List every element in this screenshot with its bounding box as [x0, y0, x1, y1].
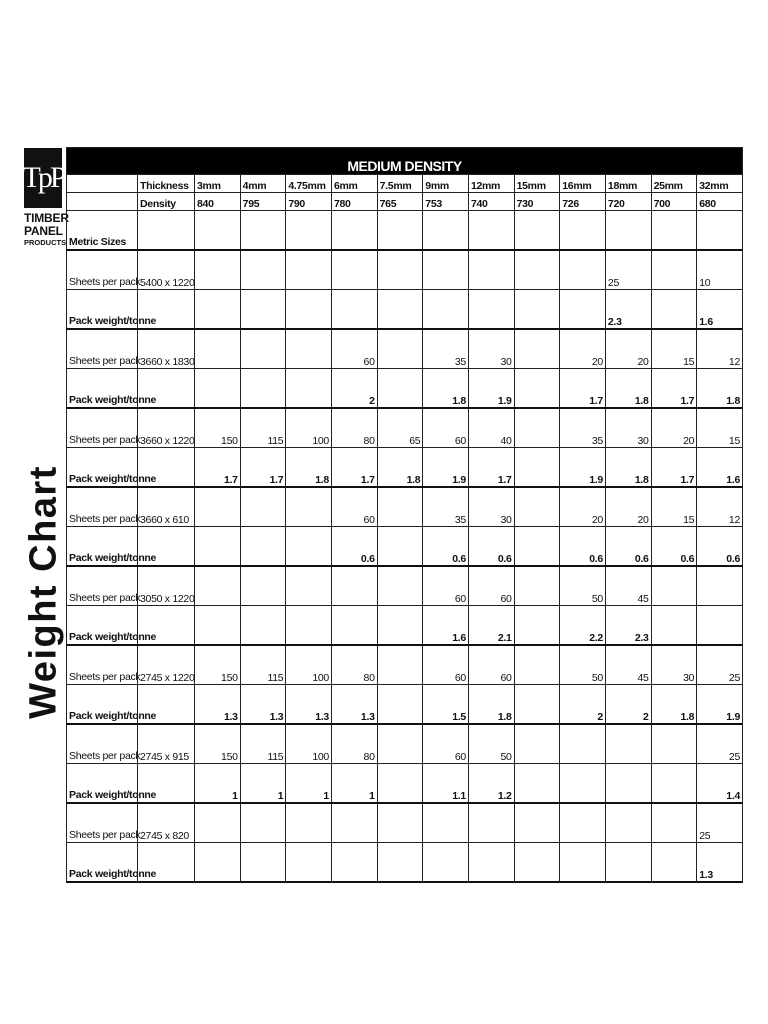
pack-weight-value	[560, 843, 606, 883]
blank-cell	[514, 211, 560, 251]
sheets-count: 150	[195, 645, 241, 685]
sheets-count	[240, 803, 286, 843]
sheets-count: 20	[560, 329, 606, 369]
pack-weight-label: Pack weight/tonne	[67, 685, 138, 725]
sheets-count	[195, 250, 241, 290]
sheets-count: 60	[331, 487, 377, 527]
pack-weight-value: 1.8	[697, 369, 743, 409]
density-value: 700	[651, 193, 697, 211]
pack-weight-value: 1.8	[468, 685, 514, 725]
pack-weight-value: 1.8	[605, 448, 651, 488]
sheets-count: 20	[560, 487, 606, 527]
sheets-count: 45	[605, 566, 651, 606]
sheets-per-pack-row	[67, 487, 743, 527]
pack-weight-value	[331, 290, 377, 330]
sheets-count	[514, 487, 560, 527]
side-title: Weight Chart	[22, 465, 65, 719]
sheets-count: 15	[651, 329, 697, 369]
pack-weight-value	[286, 369, 332, 409]
pack-weight-value: 1.3	[697, 843, 743, 883]
pack-weight-value	[605, 764, 651, 804]
sheets-per-pack-row	[67, 408, 743, 448]
logo-line-timber: TIMBER	[24, 211, 69, 225]
sheets-count: 60	[468, 566, 514, 606]
pack-weight-value: 1.7	[240, 448, 286, 488]
pack-weight-value: 0.6	[560, 527, 606, 567]
sheets-count: 115	[240, 645, 286, 685]
sheets-count	[377, 487, 423, 527]
sheets-count: 45	[605, 645, 651, 685]
pack-weight-value: 2.3	[605, 606, 651, 646]
pack-weight-value: 1.3	[331, 685, 377, 725]
blank-cell	[195, 211, 241, 251]
pack-weight-value	[514, 764, 560, 804]
sheets-count	[240, 487, 286, 527]
table-body	[67, 148, 743, 883]
sheets-count	[240, 250, 286, 290]
sheets-count	[651, 566, 697, 606]
sheets-count	[651, 803, 697, 843]
pack-weight-value: 1	[331, 764, 377, 804]
pack-weight-value: 2	[560, 685, 606, 725]
thickness-value: 15mm	[514, 175, 560, 193]
pack-weight-value: 1	[286, 764, 332, 804]
sheets-count	[286, 487, 332, 527]
sheets-per-pack-row	[67, 566, 743, 606]
sheets-count: 115	[240, 408, 286, 448]
pack-weight-value: 2.2	[560, 606, 606, 646]
sheet-size: 3050 x 1220	[138, 566, 195, 606]
pack-weight-value: 1.9	[423, 448, 469, 488]
pack-weight-value	[468, 290, 514, 330]
pack-weight-value	[195, 606, 241, 646]
pack-weight-value	[423, 290, 469, 330]
pack-weight-value: 0.6	[468, 527, 514, 567]
density-value: 790	[286, 193, 332, 211]
blank-cell	[67, 175, 138, 193]
thickness-value: 18mm	[605, 175, 651, 193]
density-row	[67, 193, 743, 211]
logo-wordmark	[24, 211, 69, 247]
sheets-count	[423, 250, 469, 290]
thickness-value: 4mm	[240, 175, 286, 193]
sheets-count	[377, 250, 423, 290]
pack-weight-value	[468, 843, 514, 883]
sheets-count: 150	[195, 408, 241, 448]
sheets-count	[240, 566, 286, 606]
sheets-count	[195, 329, 241, 369]
sheets-count	[423, 803, 469, 843]
sheets-count: 50	[468, 724, 514, 764]
pack-weight-row	[67, 369, 743, 409]
pack-weight-value	[286, 290, 332, 330]
sheets-count	[514, 724, 560, 764]
blank-cell	[286, 211, 332, 251]
pack-weight-value: 0.6	[423, 527, 469, 567]
density-value: 840	[195, 193, 241, 211]
pack-weight-value	[514, 527, 560, 567]
pack-weight-value	[286, 606, 332, 646]
pack-weight-value	[651, 290, 697, 330]
pack-weight-value	[195, 843, 241, 883]
pack-weight-value: 1.8	[605, 369, 651, 409]
sheets-count	[195, 566, 241, 606]
pack-weight-value: 1.4	[697, 764, 743, 804]
sheets-count	[331, 803, 377, 843]
thickness-value: 3mm	[195, 175, 241, 193]
sheets-count	[605, 724, 651, 764]
pack-weight-label: Pack weight/tonne	[67, 369, 138, 409]
sheets-count: 60	[423, 645, 469, 685]
sheets-count: 20	[605, 329, 651, 369]
pack-weight-value: 2	[605, 685, 651, 725]
pack-weight-value	[331, 606, 377, 646]
pack-weight-value: 0.6	[605, 527, 651, 567]
sheets-per-pack-label: Sheets per pack	[67, 566, 138, 606]
pack-weight-value	[377, 843, 423, 883]
sheets-count: 50	[560, 645, 606, 685]
sheet-size: 3660 x 1830	[138, 329, 195, 369]
pack-weight-value	[514, 606, 560, 646]
pack-weight-value	[377, 685, 423, 725]
density-value: 720	[605, 193, 651, 211]
blank-cell	[468, 211, 514, 251]
pack-weight-value	[651, 843, 697, 883]
sheets-count	[605, 803, 651, 843]
sheets-per-pack-label: Sheets per pack	[67, 329, 138, 369]
pack-weight-value	[605, 843, 651, 883]
pack-weight-value	[514, 448, 560, 488]
density-value: 730	[514, 193, 560, 211]
sheets-count: 80	[331, 408, 377, 448]
pack-weight-value: 2.3	[605, 290, 651, 330]
sheets-count	[514, 803, 560, 843]
sheets-per-pack-label: Sheets per pack	[67, 645, 138, 685]
blank-cell	[67, 193, 138, 211]
sheets-count: 150	[195, 724, 241, 764]
metric-sizes-row	[67, 211, 743, 251]
sheets-count: 12	[697, 329, 743, 369]
pack-weight-value: 1.8	[377, 448, 423, 488]
pack-weight-row	[67, 843, 743, 883]
sheets-count	[195, 803, 241, 843]
pack-weight-value: 1.8	[423, 369, 469, 409]
sheets-count	[240, 329, 286, 369]
sheets-count	[331, 250, 377, 290]
sheets-count: 25	[697, 803, 743, 843]
thickness-value: 25mm	[651, 175, 697, 193]
blank-cell	[697, 211, 743, 251]
pack-weight-value	[286, 527, 332, 567]
thickness-label: Thickness	[138, 175, 195, 193]
pack-weight-value: 1.8	[651, 685, 697, 725]
sheet-size: 2745 x 1220	[138, 645, 195, 685]
pack-weight-value: 1.6	[697, 290, 743, 330]
sheets-count: 25	[697, 724, 743, 764]
logo-mark	[24, 148, 62, 208]
sheets-count	[286, 566, 332, 606]
pack-weight-value	[514, 369, 560, 409]
pack-weight-value: 1.6	[423, 606, 469, 646]
pack-weight-value: 1.9	[468, 369, 514, 409]
sheets-per-pack-label: Sheets per pack	[67, 250, 138, 290]
pack-weight-row	[67, 290, 743, 330]
sheets-per-pack-label: Sheets per pack	[67, 724, 138, 764]
sheets-count	[377, 329, 423, 369]
pack-weight-value	[195, 527, 241, 567]
sheets-count: 15	[697, 408, 743, 448]
pack-weight-value: 0.6	[331, 527, 377, 567]
blank-cell	[423, 211, 469, 251]
pack-weight-value: 1.7	[195, 448, 241, 488]
pack-weight-value: 1.7	[560, 369, 606, 409]
sheets-per-pack-row	[67, 645, 743, 685]
sheets-count	[377, 803, 423, 843]
sheets-count: 60	[423, 408, 469, 448]
sheet-size: 3660 x 610	[138, 487, 195, 527]
sheets-per-pack-label: Sheets per pack	[67, 487, 138, 527]
sheets-count: 30	[468, 329, 514, 369]
sheet-size: 2745 x 820	[138, 803, 195, 843]
sheet-size: 2745 x 915	[138, 724, 195, 764]
pack-weight-value	[240, 527, 286, 567]
pack-weight-value	[651, 606, 697, 646]
pack-weight-value: 2.1	[468, 606, 514, 646]
pack-weight-value	[286, 843, 332, 883]
sheets-per-pack-label: Sheets per pack	[67, 803, 138, 843]
pack-weight-value: 1.3	[195, 685, 241, 725]
pack-weight-value	[377, 369, 423, 409]
blank-cell	[651, 211, 697, 251]
sheets-count: 100	[286, 724, 332, 764]
pack-weight-row	[67, 606, 743, 646]
sheet-size: 5400 x 1220	[138, 250, 195, 290]
pack-weight-value	[651, 764, 697, 804]
pack-weight-value	[514, 843, 560, 883]
pack-weight-value	[195, 290, 241, 330]
pack-weight-row	[67, 764, 743, 804]
density-value: 753	[423, 193, 469, 211]
sheets-count	[377, 724, 423, 764]
density-label: Density	[138, 193, 195, 211]
thickness-value: 32mm	[697, 175, 743, 193]
pack-weight-value: 1.8	[286, 448, 332, 488]
blank-cell	[560, 211, 606, 251]
sheets-count: 35	[560, 408, 606, 448]
sheets-count	[651, 250, 697, 290]
sheets-count: 100	[286, 408, 332, 448]
density-value: 740	[468, 193, 514, 211]
sheets-count: 65	[377, 408, 423, 448]
density-value: 680	[697, 193, 743, 211]
sheets-count: 60	[423, 566, 469, 606]
pack-weight-value	[240, 369, 286, 409]
pack-weight-value: 1.2	[468, 764, 514, 804]
pack-weight-value	[377, 606, 423, 646]
logo-line-products: PRODUCTS	[24, 238, 67, 247]
pack-weight-label: Pack weight/tonne	[67, 448, 138, 488]
pack-weight-label: Pack weight/tonne	[67, 764, 138, 804]
sheets-per-pack-row	[67, 250, 743, 290]
sheets-count	[286, 250, 332, 290]
table-title: MEDIUM DENSITY	[67, 148, 743, 175]
sheets-count: 30	[468, 487, 514, 527]
pack-weight-value	[514, 290, 560, 330]
pack-weight-value	[514, 685, 560, 725]
density-value: 765	[377, 193, 423, 211]
sheets-count	[697, 566, 743, 606]
sheets-count: 10	[697, 250, 743, 290]
pack-weight-value: 1.5	[423, 685, 469, 725]
sheets-count	[377, 645, 423, 685]
sheets-count	[651, 724, 697, 764]
pack-weight-value	[240, 606, 286, 646]
sheets-count	[286, 803, 332, 843]
pack-weight-value: 0.6	[697, 527, 743, 567]
sheets-count	[286, 329, 332, 369]
pack-weight-value: 2	[331, 369, 377, 409]
pack-weight-value: 1.1	[423, 764, 469, 804]
sheets-count: 60	[468, 645, 514, 685]
sheets-per-pack-label: Sheets per pack	[67, 408, 138, 448]
pack-weight-label: Pack weight/tonne	[67, 843, 138, 883]
pack-weight-value	[240, 290, 286, 330]
density-value: 780	[331, 193, 377, 211]
sheets-count	[560, 724, 606, 764]
metric-sizes-label: Metric Sizes	[67, 211, 138, 251]
pack-weight-label: Pack weight/tonne	[67, 527, 138, 567]
sheets-count: 30	[651, 645, 697, 685]
sheets-count	[195, 487, 241, 527]
pack-weight-value	[377, 764, 423, 804]
sheet-size: 3660 x 1220	[138, 408, 195, 448]
pack-weight-row	[67, 527, 743, 567]
sheets-count: 100	[286, 645, 332, 685]
sheets-count	[514, 329, 560, 369]
weight-chart-table	[66, 147, 743, 883]
sheets-count: 80	[331, 724, 377, 764]
pack-weight-value	[377, 527, 423, 567]
pack-weight-value	[377, 290, 423, 330]
density-value: 795	[240, 193, 286, 211]
sheets-count	[331, 566, 377, 606]
pack-weight-value: 1.3	[286, 685, 332, 725]
sheets-count	[514, 566, 560, 606]
sheets-count: 30	[605, 408, 651, 448]
sheets-count: 35	[423, 329, 469, 369]
thickness-value: 12mm	[468, 175, 514, 193]
thickness-value: 9mm	[423, 175, 469, 193]
blank-cell	[605, 211, 651, 251]
sheets-count: 25	[605, 250, 651, 290]
sheets-count	[468, 803, 514, 843]
sheets-per-pack-row	[67, 803, 743, 843]
thickness-value: 7.5mm	[377, 175, 423, 193]
pack-weight-value: 1	[240, 764, 286, 804]
sheets-count	[560, 803, 606, 843]
pack-weight-value: 1.7	[468, 448, 514, 488]
pack-weight-value: 1.3	[240, 685, 286, 725]
sheets-count	[468, 250, 514, 290]
sheets-count: 60	[331, 329, 377, 369]
sheets-count: 20	[605, 487, 651, 527]
density-value: 726	[560, 193, 606, 211]
thickness-row	[67, 175, 743, 193]
sheets-per-pack-row	[67, 329, 743, 369]
sheets-count: 115	[240, 724, 286, 764]
thickness-value: 16mm	[560, 175, 606, 193]
pack-weight-value: 1.9	[697, 685, 743, 725]
thickness-value: 4.75mm	[286, 175, 332, 193]
sheets-count: 20	[651, 408, 697, 448]
pack-weight-value: 1.6	[697, 448, 743, 488]
sheets-count: 35	[423, 487, 469, 527]
pack-weight-value	[331, 843, 377, 883]
blank-cell	[138, 211, 195, 251]
pack-weight-value: 0.6	[651, 527, 697, 567]
pack-weight-value	[697, 606, 743, 646]
pack-weight-row	[67, 448, 743, 488]
pack-weight-value	[560, 290, 606, 330]
sheets-count: 25	[697, 645, 743, 685]
sheets-count	[560, 250, 606, 290]
sheets-count: 50	[560, 566, 606, 606]
pack-weight-value: 1.7	[331, 448, 377, 488]
logo	[22, 148, 69, 247]
sheets-count	[514, 408, 560, 448]
pack-weight-row	[67, 685, 743, 725]
pack-weight-value	[195, 369, 241, 409]
thickness-value: 6mm	[331, 175, 377, 193]
sheets-count	[514, 645, 560, 685]
logo-mark-text: TpP	[22, 161, 64, 194]
pack-weight-label: Pack weight/tonne	[67, 606, 138, 646]
pack-weight-value	[560, 764, 606, 804]
pack-weight-value	[240, 843, 286, 883]
pack-weight-value	[423, 843, 469, 883]
sheets-count: 80	[331, 645, 377, 685]
pack-weight-value: 1.9	[560, 448, 606, 488]
pack-weight-value: 1.7	[651, 448, 697, 488]
sheets-count: 15	[651, 487, 697, 527]
sheets-count: 60	[423, 724, 469, 764]
table-title-row	[67, 148, 743, 175]
blank-cell	[240, 211, 286, 251]
logo-line-panel: PANEL	[24, 224, 63, 238]
sheets-count	[514, 250, 560, 290]
blank-cell	[331, 211, 377, 251]
pack-weight-label: Pack weight/tonne	[67, 290, 138, 330]
pack-weight-value: 1.7	[651, 369, 697, 409]
sheets-count: 40	[468, 408, 514, 448]
pack-weight-value: 1	[195, 764, 241, 804]
sheets-count: 12	[697, 487, 743, 527]
blank-cell	[377, 211, 423, 251]
sheets-per-pack-row	[67, 724, 743, 764]
sheets-count	[377, 566, 423, 606]
